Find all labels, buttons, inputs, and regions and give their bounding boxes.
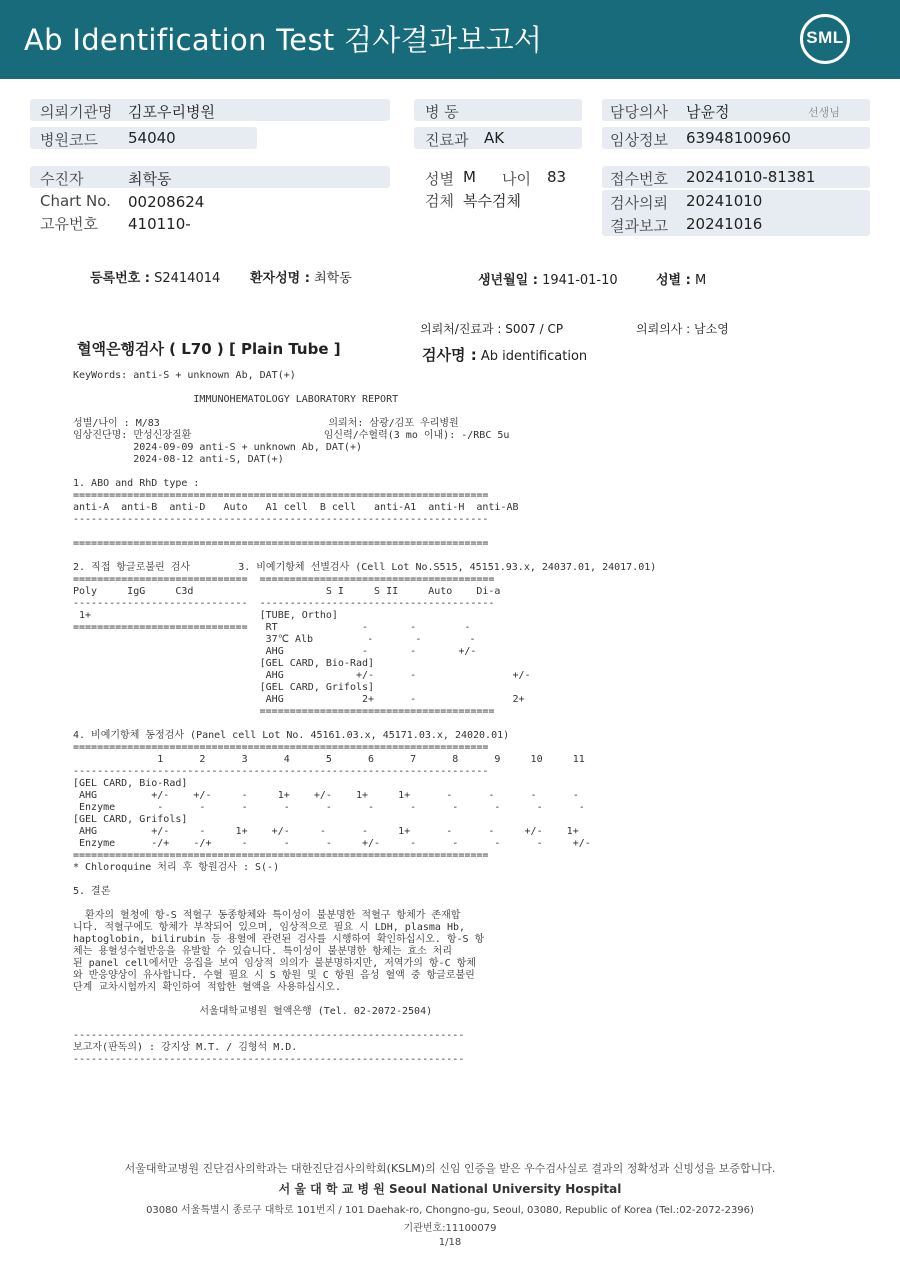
report-line: Enzyme - - - - - - - - - - - bbox=[73, 802, 585, 813]
doctor-label: 담당의사 bbox=[610, 103, 668, 121]
scanned-report bbox=[0, 258, 900, 1098]
report-line: ============================= ======================================= bbox=[73, 574, 495, 585]
report-line: --------------------------------------------------------------------- bbox=[73, 766, 489, 777]
report-line: AHG 2+ - 2+ bbox=[73, 694, 525, 705]
clinical-info-value: 63948100960 bbox=[686, 129, 791, 147]
report-line: AHG +/- - 1+ +/- - - 1+ - - +/- 1+ bbox=[73, 826, 579, 837]
age-value: 83 bbox=[547, 168, 567, 186]
report-body bbox=[73, 370, 656, 1066]
sex-label: 성별 bbox=[425, 170, 454, 188]
report-line: 성별/나이 : M/83 의뢰처: 삼광/김포 우리병원 bbox=[73, 418, 459, 429]
specimen-label: 검체 bbox=[425, 192, 454, 210]
address: 03080 서울특별시 종로구 대학로 101번지 / 101 Daehak-ro, Chongno-gu, Seoul, 03080, Republic of Korea (Tel.:02-2072-2396) bbox=[146, 1205, 754, 1216]
report-line: ----------------------------- --------------------------------------- bbox=[73, 598, 495, 609]
report-line bbox=[73, 898, 656, 910]
doctor-value: 남윤정 bbox=[686, 103, 730, 121]
report-line: 2024-09-09 anti-S + unknown Ab, DAT(+) bbox=[73, 442, 362, 453]
report-line: ============================= RT - - - bbox=[73, 622, 471, 633]
ward-label: 병 동 bbox=[425, 103, 459, 121]
report-line: 환자의 혈청에 항-S 적혈구 동종항체와 특이성이 불분명한 적혈구 항체가 존재합 bbox=[73, 910, 461, 921]
report-line: ===================================================================== bbox=[73, 850, 489, 861]
clinical-info-label: 임상정보 bbox=[610, 131, 668, 149]
examinee-label: 수진자 bbox=[40, 170, 84, 188]
institution-value: 김포우리병원 bbox=[128, 103, 215, 121]
report-line: IMMUNOHEMATOLOGY LABORATORY REPORT bbox=[73, 394, 399, 405]
report-line: 4. 비예기항체 동정검사 (Panel cell Lot No. 45161.03.x, 45171.03.x, 24020.01) bbox=[73, 730, 510, 741]
section-title: 혈액은행검사 ( L70 ) [ Plain Tube ] bbox=[77, 340, 341, 358]
report-line: Enzyme -/+ -/+ - - - +/- - - - - +/- bbox=[73, 838, 591, 849]
report-title: Ab Identification Test 검사결과보고서 bbox=[24, 23, 543, 57]
report-line: ----------------------------------------------------------------- bbox=[73, 1030, 465, 1041]
report-line: anti-A anti-B anti-D Auto A1 cell B cell anti-A1 anti-H anti-AB bbox=[73, 502, 519, 513]
report-line bbox=[73, 874, 656, 886]
report-line: KeyWords: anti-S + unknown Ab, DAT(+) bbox=[73, 370, 296, 381]
report-line: 1 2 3 4 5 6 7 8 9 10 11 bbox=[73, 754, 585, 765]
result-report-label: 결과보고 bbox=[610, 217, 668, 235]
report-line: ===================================================================== bbox=[73, 538, 489, 549]
report-line: [GEL CARD, Bio-Rad] bbox=[73, 778, 188, 789]
unique-no-value: 410110- bbox=[128, 215, 191, 233]
report-line: 1+ [TUBE, Ortho] bbox=[73, 610, 338, 621]
report-line: ----------------------------------------------------------------- bbox=[73, 1054, 465, 1065]
report-line: 5. 결론 bbox=[73, 886, 111, 897]
department-label: 진료과 bbox=[425, 131, 469, 149]
report-line bbox=[73, 382, 656, 394]
receipt-no-value: 20241010-81381 bbox=[686, 168, 816, 186]
report-line bbox=[73, 406, 656, 418]
chart-no-value: 00208624 bbox=[128, 193, 205, 211]
report-line: [GEL CARD, Bio-Rad] bbox=[73, 658, 375, 669]
specimen-value: 복수검체 bbox=[463, 192, 521, 210]
report-line: haptoglobin, bilirubin 등 용혈에 관련된 검사를 시행하여 확인하십시오. 항-S 항 bbox=[73, 934, 485, 945]
report-line: AHG - - +/- bbox=[73, 646, 477, 657]
report-line: Poly IgG C3d S I S II Auto Di-a bbox=[73, 586, 501, 597]
test-request-value: 20241010 bbox=[686, 192, 763, 210]
report-line: --------------------------------------------------------------------- bbox=[73, 514, 489, 525]
institution-no: 기관번호:11100079 bbox=[403, 1223, 497, 1234]
report-line: 37℃ Alb - - - bbox=[73, 634, 476, 645]
report-line bbox=[73, 994, 656, 1006]
report-line: 체는 용혈성수혈반응을 유발할 수 있습니다. 특이성이 불분명한 항체는 효소 처리 bbox=[73, 946, 452, 957]
test-name: 검사명 : Ab identification bbox=[422, 346, 588, 364]
report-line bbox=[73, 718, 656, 730]
report-line: AHG +/- +/- - 1+ +/- 1+ 1+ - - - - bbox=[73, 790, 579, 801]
report-line: 2. 직접 항글로불린 검사 3. 비예기항체 선별검사 (Cell Lot No.S515, 45151.93.x, 24037.01, 24017.01) bbox=[73, 562, 657, 573]
department-value: AK bbox=[484, 129, 505, 147]
report-line bbox=[73, 1018, 656, 1030]
report-header bbox=[0, 0, 900, 79]
referral-dept: 의뢰처/진료과 : S007 / CP bbox=[420, 322, 564, 336]
patient-name: 환자성명 : 최학동 bbox=[250, 271, 352, 286]
sml-logo bbox=[800, 14, 850, 64]
report-line: 임상진단명: 만성신장질환 임신력/수혈력(3 mo 이내): -/RBC 5u bbox=[73, 430, 510, 441]
reg-no: 등록번호 : S2414014 bbox=[90, 271, 221, 286]
sex-value: M bbox=[463, 168, 476, 186]
report-line: ======================================= bbox=[73, 706, 495, 717]
dob: 생년월일 : 1941-01-10 bbox=[478, 273, 618, 288]
unique-no-label: 고유번호 bbox=[40, 215, 98, 233]
examinee-value: 최학동 bbox=[128, 170, 172, 188]
doctor-suffix: 선생님 bbox=[808, 106, 840, 119]
page-number: 1/18 bbox=[438, 1237, 462, 1248]
certification-text: 서울대학교병원 진단검사의학과는 대한진단검사의학회(KSLM)의 신임 인증을 받은 우수검사실로 결과의 정확성과 신빙성을 보증합니다. bbox=[124, 1162, 776, 1175]
report-line: 와 반응양상이 유사합니다. 수혈 필요 시 S 항원 및 C 항원 음성 혈액 중 항글로불린 bbox=[73, 970, 475, 981]
report-line: [GEL CARD, Grifols] bbox=[73, 814, 188, 825]
report-line: ===================================================================== bbox=[73, 490, 489, 501]
hospital-name: 서 울 대 학 교 병 원 Seoul National University Hospital bbox=[278, 1182, 622, 1196]
chart-no-label: Chart No. bbox=[40, 192, 111, 210]
test-request-label: 검사의뢰 bbox=[610, 194, 668, 212]
institution-label: 의뢰기관명 bbox=[40, 103, 113, 121]
examinee-box bbox=[30, 166, 390, 188]
report-line: 된 panel cell에서만 응집을 보여 임상적 의의가 불분명하지만, 저역가의 항-C 항체 bbox=[73, 958, 476, 969]
report-line: 1. ABO and RhD type : bbox=[73, 478, 200, 489]
report-line: 단계 교차시험까지 확인하여 적합한 혈액을 사용하십시오. bbox=[73, 982, 341, 993]
report-line: AHG +/- - +/- bbox=[73, 670, 531, 681]
report-line: 니다. 적혈구에도 항체가 부착되어 있으며, 임상적으로 필요 시 LDH, plasma Hb, bbox=[73, 922, 466, 933]
age-label: 나이 bbox=[502, 170, 531, 188]
report-line: [GEL CARD, Grifols] bbox=[73, 682, 375, 693]
report-sex: 성별 : M bbox=[656, 273, 707, 288]
logo-text: SML bbox=[806, 28, 844, 47]
receipt-no-label: 접수번호 bbox=[610, 170, 668, 188]
referral-doctor: 의뢰의사 : 남소영 bbox=[636, 322, 729, 336]
report-line: 보고자(판독의) : 강지상 M.T. / 김형석 M.D. bbox=[73, 1042, 298, 1053]
report-line: * Chloroquine 처리 후 항원검사 : S(-) bbox=[73, 862, 280, 873]
result-report-value: 20241016 bbox=[686, 215, 763, 233]
hospital-code-value: 54040 bbox=[128, 129, 176, 147]
report-line bbox=[73, 526, 656, 538]
report-line: 서울대학교병원 혈액은행 (Tel. 02-2072-2504) bbox=[73, 1006, 433, 1017]
report-line bbox=[73, 550, 656, 562]
report-line: 2024-08-12 anti-S, DAT(+) bbox=[73, 454, 284, 465]
report-line: ===================================================================== bbox=[73, 742, 489, 753]
hospital-code-label: 병원코드 bbox=[40, 131, 98, 149]
report-line bbox=[73, 466, 656, 478]
